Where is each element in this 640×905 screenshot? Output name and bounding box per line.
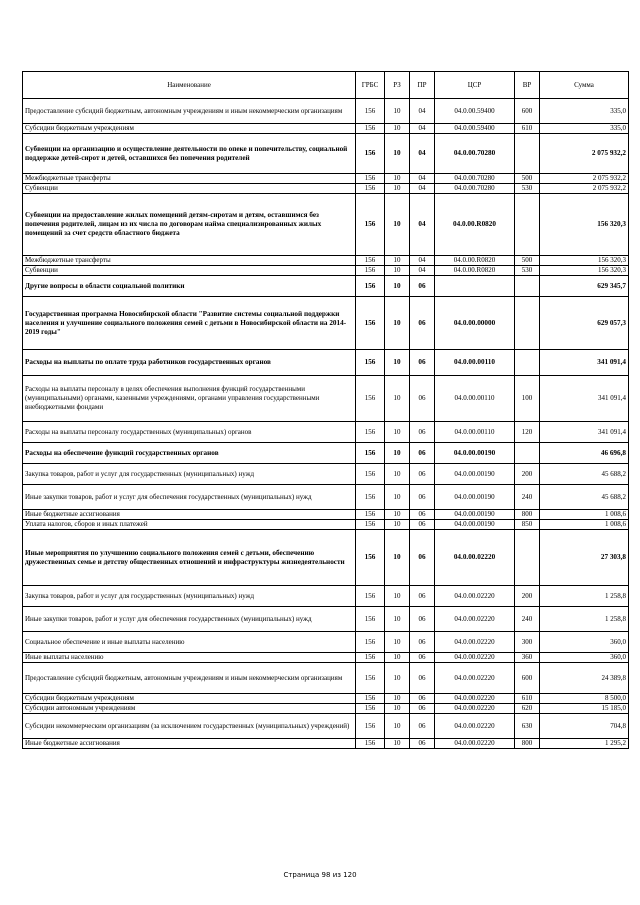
- cell-vr: 600: [515, 99, 540, 124]
- cell-vr: [515, 276, 540, 297]
- cell-grbs: 156: [356, 632, 385, 653]
- cell-name: Субсидии автономным учреждениям: [23, 704, 356, 714]
- cell-csr: 04.0.00.R0820: [435, 194, 515, 256]
- cell-rz: 10: [385, 376, 410, 422]
- cell-name: Расходы на выплаты персоналу государственных (муниципальных) органов: [23, 422, 356, 443]
- cell-csr: 04.0.00.02220: [435, 704, 515, 714]
- cell-grbs: 156: [356, 422, 385, 443]
- cell-pr: 06: [410, 376, 435, 422]
- cell-pr: 06: [410, 530, 435, 586]
- cell-sum: 156 320,3: [540, 194, 629, 256]
- cell-pr: 06: [410, 350, 435, 376]
- cell-name: Расходы на обеспечение функций государственных органов: [23, 443, 356, 464]
- cell-pr: 04: [410, 99, 435, 124]
- cell-sum: 335,0: [540, 124, 629, 134]
- table-row: [23, 739, 629, 749]
- cell-vr: [515, 297, 540, 350]
- cell-grbs: 156: [356, 134, 385, 174]
- cell-csr: 04.0.00.02220: [435, 694, 515, 704]
- cell-vr: [515, 443, 540, 464]
- cell-vr: 530: [515, 184, 540, 194]
- cell-sum: 8 500,0: [540, 694, 629, 704]
- cell-name: Субвенции на организацию и осуществление деятельности по опеке и попечительству, социальной поддержке детей-сирот и детей, оставшихся без попечения родителей: [23, 134, 356, 174]
- table-row: [23, 124, 629, 134]
- cell-pr: 06: [410, 704, 435, 714]
- cell-name: Иные мероприятия по улучшению социального положения семей с детьми, обеспечению дружественных семье и детству общественных отношений и инфраструктуры жизнедеятельности: [23, 530, 356, 586]
- table-row: [23, 350, 629, 376]
- cell-rz: 10: [385, 297, 410, 350]
- cell-grbs: 156: [356, 443, 385, 464]
- cell-name: Субвенции: [23, 184, 356, 194]
- cell-sum: 629 345,7: [540, 276, 629, 297]
- cell-vr: 240: [515, 607, 540, 632]
- cell-grbs: 156: [356, 704, 385, 714]
- cell-pr: 06: [410, 276, 435, 297]
- cell-grbs: 156: [356, 653, 385, 663]
- cell-sum: 1 258,8: [540, 586, 629, 607]
- cell-grbs: 156: [356, 174, 385, 184]
- cell-rz: 10: [385, 704, 410, 714]
- cell-pr: 06: [410, 586, 435, 607]
- cell-sum: 335,0: [540, 99, 629, 124]
- cell-rz: 10: [385, 607, 410, 632]
- cell-csr: 04.0.00.00190: [435, 464, 515, 485]
- cell-name: Межбюджетные трансферты: [23, 256, 356, 266]
- cell-pr: 06: [410, 485, 435, 510]
- table-row: [23, 653, 629, 663]
- cell-name: Уплата налогов, сборов и иных платежей: [23, 520, 356, 530]
- table-row: [23, 297, 629, 350]
- cell-rz: 10: [385, 520, 410, 530]
- header-sum: Сумма: [540, 72, 629, 99]
- cell-name: Иные бюджетные ассигнования: [23, 739, 356, 749]
- budget-table: [22, 71, 629, 749]
- table-row: [23, 134, 629, 174]
- cell-sum: 1 258,8: [540, 607, 629, 632]
- table-row: [23, 510, 629, 520]
- page-footer: Страница 98 из 120: [283, 871, 357, 879]
- cell-vr: 100: [515, 376, 540, 422]
- table-row: [23, 586, 629, 607]
- cell-csr: 04.0.00.02220: [435, 714, 515, 739]
- cell-grbs: 156: [356, 510, 385, 520]
- cell-sum: 704,8: [540, 714, 629, 739]
- cell-csr: 04.0.00.R0820: [435, 266, 515, 276]
- header-vr: ВР: [515, 72, 540, 99]
- cell-grbs: 156: [356, 184, 385, 194]
- table-row: [23, 632, 629, 653]
- cell-csr: 04.0.00.02220: [435, 586, 515, 607]
- cell-csr: 04.0.00.00110: [435, 350, 515, 376]
- cell-grbs: 156: [356, 586, 385, 607]
- table-row: [23, 99, 629, 124]
- cell-csr: 04.0.00.02220: [435, 739, 515, 749]
- cell-name: Субсидии бюджетным учреждениям: [23, 124, 356, 134]
- cell-name: Предоставление субсидий бюджетным, автономным учреждениям и иным некоммерческим организациям: [23, 99, 356, 124]
- cell-vr: 120: [515, 422, 540, 443]
- cell-pr: 06: [410, 739, 435, 749]
- table-row: [23, 184, 629, 194]
- cell-name: Иные бюджетные ассигнования: [23, 510, 356, 520]
- cell-sum: 1 008,6: [540, 510, 629, 520]
- cell-sum: 360,0: [540, 632, 629, 653]
- cell-vr: 360: [515, 653, 540, 663]
- cell-rz: 10: [385, 739, 410, 749]
- table-row: [23, 422, 629, 443]
- cell-rz: 10: [385, 276, 410, 297]
- cell-vr: 800: [515, 510, 540, 520]
- cell-sum: 45 688,2: [540, 485, 629, 510]
- header-pr: ПР: [410, 72, 435, 99]
- cell-rz: 10: [385, 485, 410, 510]
- cell-pr: 06: [410, 443, 435, 464]
- table-row: [23, 714, 629, 739]
- cell-csr: 04.0.00.59400: [435, 124, 515, 134]
- cell-grbs: 156: [356, 714, 385, 739]
- cell-rz: 10: [385, 422, 410, 443]
- cell-grbs: 156: [356, 350, 385, 376]
- cell-vr: [515, 134, 540, 174]
- cell-sum: 341 091,4: [540, 376, 629, 422]
- cell-csr: 04.0.00.R0820: [435, 256, 515, 266]
- cell-grbs: 156: [356, 376, 385, 422]
- cell-rz: 10: [385, 443, 410, 464]
- table-row: [23, 530, 629, 586]
- cell-vr: 530: [515, 266, 540, 276]
- cell-sum: 27 303,8: [540, 530, 629, 586]
- cell-name: Иные выплаты населению: [23, 653, 356, 663]
- cell-vr: 200: [515, 586, 540, 607]
- cell-name: Закупка товаров, работ и услуг для государственных (муниципальных) нужд: [23, 586, 356, 607]
- cell-rz: 10: [385, 134, 410, 174]
- cell-sum: 156 320,3: [540, 266, 629, 276]
- cell-pr: 04: [410, 174, 435, 184]
- cell-csr: 04.0.00.00000: [435, 297, 515, 350]
- cell-grbs: 156: [356, 276, 385, 297]
- budget-document: [22, 71, 628, 749]
- cell-rz: 10: [385, 653, 410, 663]
- cell-pr: 06: [410, 297, 435, 350]
- cell-grbs: 156: [356, 739, 385, 749]
- cell-rz: 10: [385, 99, 410, 124]
- cell-pr: 04: [410, 134, 435, 174]
- cell-name: Расходы на выплаты персоналу в целях обеспечения выполнения функций государственными (муниципальными) органами, казенными учреждениями, органами управления государственными внебюджетными фондами: [23, 376, 356, 422]
- cell-csr: 04.0.00.00190: [435, 443, 515, 464]
- cell-csr: 04.0.00.00110: [435, 422, 515, 443]
- cell-rz: 10: [385, 184, 410, 194]
- cell-grbs: 156: [356, 256, 385, 266]
- table-row: [23, 443, 629, 464]
- cell-grbs: 156: [356, 99, 385, 124]
- cell-grbs: 156: [356, 194, 385, 256]
- cell-sum: 45 688,2: [540, 464, 629, 485]
- cell-pr: 06: [410, 520, 435, 530]
- header-rz: РЗ: [385, 72, 410, 99]
- table-row: [23, 276, 629, 297]
- cell-name: Межбюджетные трансферты: [23, 174, 356, 184]
- cell-name: Иные закупки товаров, работ и услуг для обеспечения государственных (муниципальных) нужд: [23, 485, 356, 510]
- table-row: [23, 376, 629, 422]
- cell-sum: 24 389,8: [540, 663, 629, 694]
- cell-grbs: 156: [356, 464, 385, 485]
- cell-csr: 04.0.00.00190: [435, 485, 515, 510]
- cell-csr: 04.0.00.70280: [435, 174, 515, 184]
- table-row: [23, 520, 629, 530]
- cell-sum: 360,0: [540, 653, 629, 663]
- cell-pr: 06: [410, 464, 435, 485]
- cell-vr: 620: [515, 704, 540, 714]
- cell-grbs: 156: [356, 297, 385, 350]
- cell-sum: 2 075 932,2: [540, 184, 629, 194]
- table-row: [23, 174, 629, 184]
- table-row: [23, 485, 629, 510]
- cell-pr: 06: [410, 653, 435, 663]
- cell-csr: 04.0.00.02220: [435, 530, 515, 586]
- cell-rz: 10: [385, 632, 410, 653]
- cell-name: Субвенции на предоставление жилых помещений детям-сиротам и детям, оставшимся без попечения родителей, лицам из их числа по договорам найма специализированных жилых помещений за счет средств областного бюджета: [23, 194, 356, 256]
- cell-csr: 04.0.00.02220: [435, 607, 515, 632]
- cell-vr: 300: [515, 632, 540, 653]
- header-grbs: ГРБС: [356, 72, 385, 99]
- table-header-row: [23, 72, 629, 99]
- cell-rz: 10: [385, 464, 410, 485]
- cell-vr: 800: [515, 739, 540, 749]
- cell-vr: [515, 194, 540, 256]
- cell-grbs: 156: [356, 694, 385, 704]
- cell-rz: 10: [385, 256, 410, 266]
- cell-rz: 10: [385, 194, 410, 256]
- cell-pr: 06: [410, 422, 435, 443]
- cell-pr: 06: [410, 510, 435, 520]
- cell-grbs: 156: [356, 520, 385, 530]
- cell-rz: 10: [385, 530, 410, 586]
- cell-pr: 06: [410, 694, 435, 704]
- cell-name: Другие вопросы в области социальной политики: [23, 276, 356, 297]
- table-row: [23, 256, 629, 266]
- cell-name: Субсидии бюджетным учреждениям: [23, 694, 356, 704]
- cell-csr: [435, 276, 515, 297]
- cell-pr: 04: [410, 256, 435, 266]
- cell-pr: 04: [410, 184, 435, 194]
- cell-grbs: 156: [356, 663, 385, 694]
- cell-name: Социальное обеспечение и иные выплаты населению: [23, 632, 356, 653]
- cell-vr: 610: [515, 694, 540, 704]
- cell-sum: 2 075 932,2: [540, 134, 629, 174]
- cell-sum: 1 295,2: [540, 739, 629, 749]
- cell-name: Закупка товаров, работ и услуг для государственных (муниципальных) нужд: [23, 464, 356, 485]
- table-body: [23, 99, 629, 749]
- cell-csr: 04.0.00.02220: [435, 653, 515, 663]
- cell-vr: 200: [515, 464, 540, 485]
- table-row: [23, 704, 629, 714]
- cell-rz: 10: [385, 663, 410, 694]
- cell-pr: 04: [410, 194, 435, 256]
- cell-csr: 04.0.00.70280: [435, 184, 515, 194]
- cell-rz: 10: [385, 586, 410, 607]
- cell-vr: [515, 530, 540, 586]
- cell-csr: 04.0.00.02220: [435, 663, 515, 694]
- cell-sum: 2 075 932,2: [540, 174, 629, 184]
- cell-sum: 1 008,6: [540, 520, 629, 530]
- cell-vr: [515, 350, 540, 376]
- cell-sum: 629 057,3: [540, 297, 629, 350]
- cell-vr: 610: [515, 124, 540, 134]
- cell-rz: 10: [385, 510, 410, 520]
- cell-name: Расходы на выплаты по оплате труда работников государственных органов: [23, 350, 356, 376]
- cell-csr: 04.0.00.00190: [435, 520, 515, 530]
- cell-grbs: 156: [356, 485, 385, 510]
- cell-pr: 06: [410, 607, 435, 632]
- header-name: Наименование: [23, 72, 356, 99]
- table-row: [23, 663, 629, 694]
- cell-grbs: 156: [356, 530, 385, 586]
- cell-name: Предоставление субсидий бюджетным, автономным учреждениям и иным некоммерческим организациям: [23, 663, 356, 694]
- cell-csr: 04.0.00.59400: [435, 99, 515, 124]
- cell-name: Иные закупки товаров, работ и услуг для обеспечения государственных (муниципальных) нужд: [23, 607, 356, 632]
- cell-rz: 10: [385, 350, 410, 376]
- cell-pr: 06: [410, 632, 435, 653]
- cell-sum: 156 320,3: [540, 256, 629, 266]
- cell-grbs: 156: [356, 607, 385, 632]
- cell-name: Государственная программа Новосибирской области "Развитие системы социальной поддержки населения и улучшение социального положения семей с детьми в Новосибирской области на 2014-2019 годы": [23, 297, 356, 350]
- table-row: [23, 266, 629, 276]
- cell-rz: 10: [385, 174, 410, 184]
- cell-vr: 850: [515, 520, 540, 530]
- cell-vr: 600: [515, 663, 540, 694]
- cell-csr: 04.0.00.00190: [435, 510, 515, 520]
- table-row: [23, 464, 629, 485]
- cell-grbs: 156: [356, 266, 385, 276]
- cell-sum: 15 185,0: [540, 704, 629, 714]
- cell-pr: 06: [410, 663, 435, 694]
- table-row: [23, 607, 629, 632]
- cell-grbs: 156: [356, 124, 385, 134]
- cell-vr: 240: [515, 485, 540, 510]
- cell-name: Субсидии некоммерческим организациям (за исключением государственных (муниципальных) учреждений): [23, 714, 356, 739]
- cell-vr: 500: [515, 174, 540, 184]
- table-row: [23, 194, 629, 256]
- cell-csr: 04.0.00.00110: [435, 376, 515, 422]
- cell-pr: 04: [410, 266, 435, 276]
- cell-name: Субвенции: [23, 266, 356, 276]
- cell-sum: 341 091,4: [540, 350, 629, 376]
- cell-vr: 630: [515, 714, 540, 739]
- cell-vr: 500: [515, 256, 540, 266]
- cell-pr: 04: [410, 124, 435, 134]
- cell-sum: 46 696,8: [540, 443, 629, 464]
- cell-sum: 341 091,4: [540, 422, 629, 443]
- cell-rz: 10: [385, 694, 410, 704]
- header-csr: ЦСР: [435, 72, 515, 99]
- cell-csr: 04.0.00.70280: [435, 134, 515, 174]
- table-row: [23, 694, 629, 704]
- cell-pr: 06: [410, 714, 435, 739]
- cell-rz: 10: [385, 124, 410, 134]
- cell-rz: 10: [385, 266, 410, 276]
- cell-csr: 04.0.00.02220: [435, 632, 515, 653]
- cell-rz: 10: [385, 714, 410, 739]
